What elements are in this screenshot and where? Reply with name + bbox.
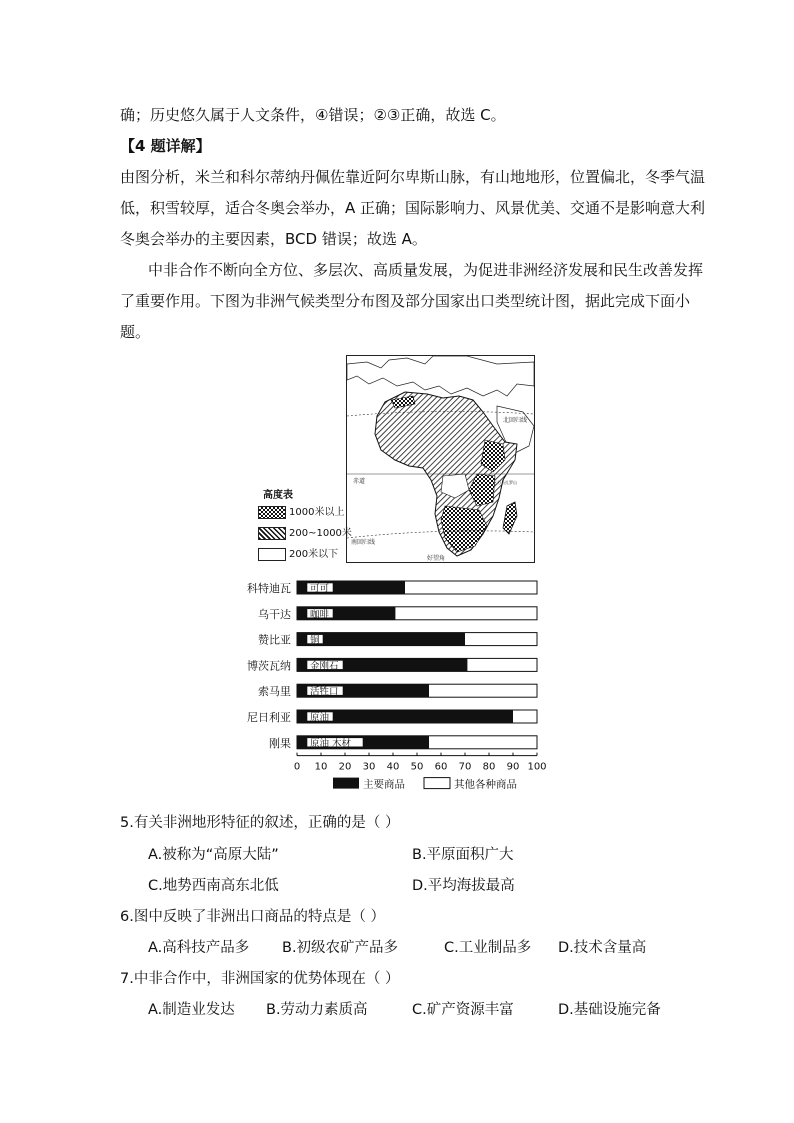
x-tick-label: 0 [293, 761, 301, 773]
paragraph-line: 冬奥会举办的主要因素，BCD 错误；故选 A。 [120, 230, 427, 248]
paragraph-line: 由图分析，米兰和科尔蒂纳丹佩佐靠近阿尔卑斯山脉，有山地地形，位置偏北，冬季气温 [120, 168, 706, 186]
x-tick-label: 20 [338, 761, 352, 773]
category-label: 科特迪瓦 [247, 582, 291, 595]
x-tick-label: 60 [434, 761, 448, 773]
category-label: 尼日利亚 [247, 711, 291, 724]
x-tick-label: 10 [314, 761, 328, 773]
paragraph-line: 中非合作不断向全方位、多层次、高质量发展，为促进非洲经济发展和民生改善发挥 [148, 261, 704, 279]
option-a: A.高科技产品多 [148, 940, 250, 956]
product-label: 活牲口 [310, 686, 339, 698]
legend-main-swatch [333, 778, 359, 789]
paragraph-line: 确；历史悠久属于人文条件，④错误；②③正确，故选 C。 [120, 106, 506, 124]
paragraph-line: 题。 [120, 323, 151, 341]
x-tick-label: 50 [410, 761, 424, 773]
legend-label: 200~1000米 [289, 528, 352, 539]
option-d: D.平均海拔最高 [412, 878, 515, 894]
product-label: 原油 [310, 712, 330, 724]
equator-label: 赤道 [353, 478, 366, 485]
option-d: D.技术含量高 [558, 940, 647, 956]
legend-label: 200米以下 [289, 549, 339, 560]
option-b: B.初级农矿产品多 [282, 940, 399, 956]
paragraph-line: 低，积雪较厚，适合冬奥会举办，A 正确；国际影响力、风景优美、交通不是影响意大利 [120, 199, 706, 217]
option-c: C.地势西南高东北低 [148, 878, 279, 894]
paragraph-line: 了重要作用。下图为非洲气候类型分布图及部分国家出口类型统计图，据此完成下面小 [120, 292, 691, 310]
question-stem: 5.有关非洲地形特征的叙述，正确的是（ ） [120, 815, 400, 831]
option-a: A.被称为“高原大陆” [148, 847, 279, 863]
legend-label: 1000米以上 [289, 507, 345, 518]
question-stem: 7.中非合作中，非洲国家的优势体现在（ ） [120, 971, 400, 987]
option-d: D.基础设施完备 [558, 1002, 661, 1018]
product-label: 咖啡 [310, 609, 330, 621]
category-label: 索马里 [258, 685, 291, 699]
product-label: 可可 [310, 583, 330, 595]
kilimanjaro-label: 乞力马扎罗山 [493, 480, 517, 485]
product-label: 铜 [310, 635, 320, 647]
option-b: B.平原面积广大 [412, 847, 514, 863]
legend-other-label: 其他各种商品 [454, 778, 517, 791]
tropic-north-label: 北回归线 [503, 417, 528, 424]
x-tick-label: 90 [506, 761, 520, 773]
question-stem: 6.图中反映了非洲出口商品的特点是（ ） [120, 909, 385, 925]
x-tick-label: 30 [362, 761, 376, 773]
product-label: 原油 木材 [310, 738, 352, 750]
option-a: A.制造业发达 [148, 1002, 235, 1018]
option-c: C.矿产资源丰富 [412, 1002, 514, 1018]
x-tick-label: 40 [386, 761, 400, 773]
legend-main-label: 主要商品 [363, 778, 405, 791]
x-tick-label: 100 [527, 761, 547, 773]
category-label: 博茨瓦纳 [247, 659, 291, 673]
cape-label: 好望角 [427, 555, 446, 562]
category-label: 乌干达 [258, 607, 291, 621]
category-label: 刚果 [269, 736, 291, 750]
option-b: B.劳动力素质高 [266, 1002, 368, 1018]
tropic-south-label: 南回归线 [351, 539, 376, 546]
category-label: 赞比亚 [258, 633, 291, 647]
x-tick-label: 80 [482, 761, 496, 773]
section-heading: 【4 题详解】 [120, 137, 211, 155]
option-c: C.工业制品多 [444, 940, 532, 956]
x-tick-label: 70 [458, 761, 472, 773]
legend-title: 高度表 [263, 490, 293, 501]
product-label: 金刚石 [310, 660, 339, 672]
legend-other-swatch [424, 778, 450, 789]
